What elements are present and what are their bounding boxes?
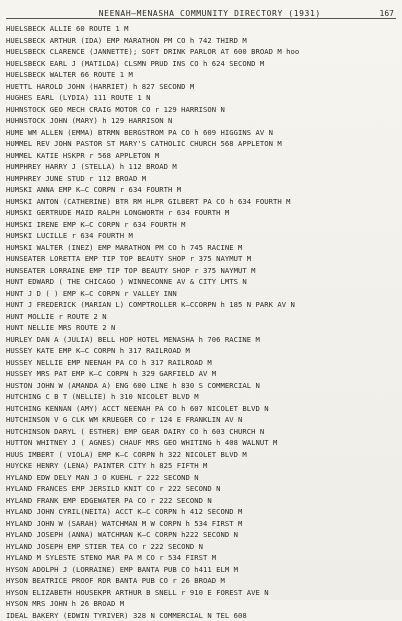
page-number: 167 [380,9,396,18]
directory-entry: HYSON MRS JOHN h 26 BROAD M [6,598,396,610]
directory-entry: HUMSKI WALTER (INEZ) EMP MARATHON PM CO h 745 RACINE M [6,242,396,254]
directory-entry: HUMSKI GERTRUDE MAID RALPH LONGWORTH r 634 FOURTH M [6,207,396,219]
directory-entry: HUSSEY MRS PAT EMP K—C CORPN h 329 GARFIELD AV M [6,368,396,380]
directory-entry: HUMSKI LUCILLE r 634 FOURTH M [6,230,396,242]
directory-entry: HUGHES EARL (LYDIA) 111 ROUTE 1 N [6,92,396,104]
directory-entry: HUMMEL REV JOHN PASTOR ST MARY'S CATHOLIC CHURCH 568 APPLETON M [6,138,396,150]
directory-entry: HYLAND JOHN W (SARAH) WATCHMAN M W CORPN h 534 FIRST M [6,518,396,530]
directory-entry: HYLAND JOHN CYRIL(NEITA) ACCT K—C CORPN h 412 SECOND M [6,506,396,518]
directory-title: NEENAH—MENASHA COMMUNITY DIRECTORY (1931) [6,9,380,18]
directory-entry: HUNSEATER LORRAINE EMP TIP TOP BEAUTY SHOP r 375 NAYMUT M [6,265,396,277]
page-header [6,4,396,19]
directory-entry: HUHNSTOCK GEO MECH CRAIG MOTOR CO r 129 HARRISON N [6,104,396,116]
directory-entry: HUMMEL KATIE HSKPR r 568 APPLETON M [6,150,396,162]
directory-entry: HURLEY DAN A (JULIA) BELL HOP HOTEL MENASHA h 706 RACINE M [6,334,396,346]
directory-entry: HUELSBECK CLARENCE (JANNETTE); SOFT DRINK PARLOR AT 600 BROAD M hoo [6,46,396,58]
directory-entry: HYLAND FRANCES EMP JERSILD KNIT CO r 222 SECOND N [6,483,396,495]
directory-entry: HUSSEY KATE EMP K—C CORPN h 317 RAILROAD M [6,345,396,357]
directory-entry: HUSSEY NELLIE EMP NEENAH PA CO h 317 RAILROAD M [6,357,396,369]
directory-entry: HUME WM ALLEN (EMMA) BTRMN BERGSTROM PA CO h 609 HIGGINS AV N [6,127,396,139]
directory-entry: HUNT EDWARD ( THE CHICAGO ) WINNECONNE AV & CITY LMTS N [6,276,396,288]
directory-entry: HUELSBECK WALTER 66 ROUTE 1 M [6,69,396,81]
directory-entry: HUYCKE HENRY (LENA) PAINTER CITY h 825 FIFTH M [6,460,396,472]
directory-entry: HYLAND JOSEPH (ANNA) WATCHMAN K—C CORPN h222 SECOND N [6,529,396,541]
directory-entry: HUMSKI IRENE EMP K—C CORPN r 634 FOURTH M [6,219,396,231]
directory-entry: HUTCHINSON DARYL ( ESTHER) EMP GEAR DAIRY CO h 603 CHURCH N [6,426,396,438]
directory-entry: HYLAND M SYLESTE STENO MAR PA M CO r 534 FIRST M [6,552,396,564]
directory-entry: HUSTON JOHN W (AMANDA A) ENG 600 LINE h 830 S COMMERCIAL N [6,380,396,392]
directory-entry: HUELSBECK ALLIE 60 ROUTE 1 M [6,23,396,35]
directory-entry: HUHNSTOCK JOHN (MARY) h 129 HARRISON N [6,115,396,127]
directory-entry: HUETTL HAROLD JOHN (HARRIET) h 827 SECOND M [6,81,396,93]
directory-entries [6,23,396,621]
directory-entry: HUNT J D ( ) EMP K—C CORPN r VALLEY INN [6,288,396,300]
directory-entry: HYLAND JOSEPH EMP STIER TEA CO r 222 SECOND N [6,541,396,553]
directory-entry: HUNT J FREDERICK (MARIAN L) COMPTROLLER K—CCORPN h 185 N PARK AV N [6,299,396,311]
directory-entry: HUMSKI ANNA EMP K—C CORPN r 634 FOURTH M [6,184,396,196]
directory-entry: HUTCHING C B T (NELLIE) h 310 NICOLET BLVD M [6,391,396,403]
directory-entry: HYLAND FRANK EMP EDGEWATER PA CO r 222 SECOND N [6,495,396,507]
directory-entry: HUTCHINSON V G CLK WM KRUEGER CO r 124 E FRANKLIN AV N [6,414,396,426]
directory-entry: HYSON BEATRICE PROOF RDR BANTA PUB CO r 26 BROAD M [6,575,396,587]
directory-entry: HUTTON WHITNEY J ( AGNES) CHAUF MRS GEO WHITING h 408 WALNUT M [6,437,396,449]
directory-entry: IDEAL BAKERY (EDWIN TYRIVER) 328 N COMMERCIAL N TEL 608 [6,610,396,621]
directory-entry: HUMSKI ANTON (CATHERINE) BTR RM HLPR GILBERT PA CO h 634 FOURTH M [6,196,396,208]
directory-entry: HUMPHREY HARRY J (STELLA) h 112 BROAD M [6,161,396,173]
directory-entry: HYSON ELIZABETH HOUSEKPR ARTHUR B SNELL r 910 E FOREST AVE N [6,587,396,599]
directory-entry: HUNT MOLLIE r ROUTE 2 N [6,311,396,323]
directory-entry: HUMPHREY JUNE STUD r 112 BROAD M [6,173,396,185]
directory-entry: HUNSEATER LORETTA EMP TIP TOP BEAUTY SHOP r 375 NAYMUT M [6,253,396,265]
directory-entry: HUTCHING KENNAN (AMY) ACCT NEENAH PA CO h 607 NICOLET BLVD N [6,403,396,415]
directory-entry: HYLAND EDW DELY MAN J O KUEHL r 222 SECOND N [6,472,396,484]
directory-entry: HYSON ADOLPH J (LORRAINE) EMP BANTA PUB CO h411 ELM M [6,564,396,576]
directory-entry: HUELSBECK EARL J (MATILDA) CLSMN PRUD INS CO h 624 SECOND M [6,58,396,70]
directory-entry: HUUS IMBERT ( VIOLA) EMP K—C CORPN h 322 NICOLET BLVD M [6,449,396,461]
directory-entry: HUELSBECK ARTHUR (IDA) EMP MARATHON PM CO h 742 THIRD M [6,35,396,47]
directory-entry: HUNT NELLIE MRS ROUTE 2 N [6,322,396,334]
